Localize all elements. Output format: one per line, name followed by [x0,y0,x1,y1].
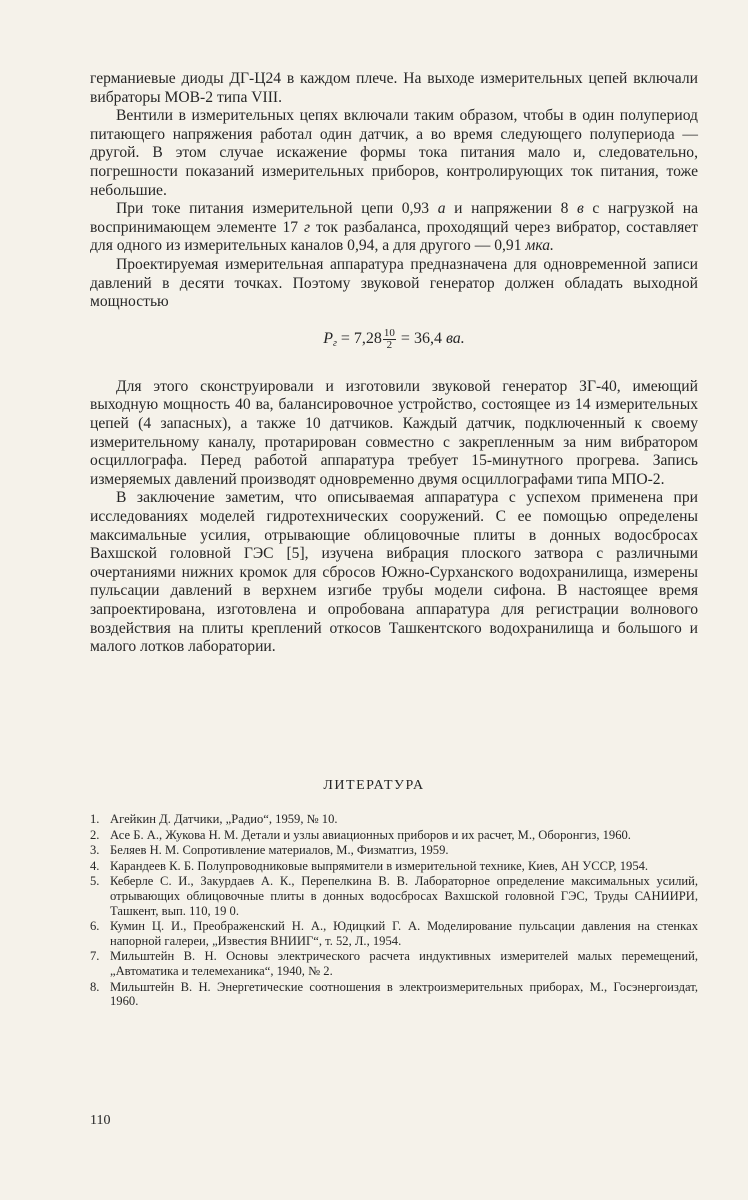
paragraph-4: Проектируемая измерительная аппаратура предназначена для одновременной записи давлений в десяти точках. Поэтому звуковой генератор должен обладать выходной мощностью [90,255,698,311]
reference-number: 2. [90,827,100,842]
body-text [90,70,698,657]
formula-lhs: P [323,329,333,347]
reference-text: Агейкин Д. Датчики, „Радио“, 1959, № 10. [110,812,338,826]
paragraph-1: германиевые диоды ДГ-Ц24 в каждом плече. На выходе измерительных цепей включали вибраторы МОВ-2 типа VIII. [90,70,698,106]
reference-text: Кеберле С. И., Закурдаев А. К., Перепелкина В. В. Лабораторное определение максимальных усилий, отрывающих облицовочные плиты в донных водосбросах Вахшской головной ГЭС, Труды САНИИРИ, Ташкент, вып. 110, 19 0. [110,874,698,918]
unit-volt: в [577,200,584,218]
reference-item [90,843,698,858]
reference-text: Карандеев К. Б. Полупроводниковые выпрямители в измерительной технике, Киев, АН УССР, 1954. [110,858,649,873]
paragraph-3-text-a: При токе питания измерительной цепи 0,93 [116,200,438,218]
fraction-numerator: 10 [383,326,395,339]
unit-ampere: а [437,200,446,218]
fraction-denominator: 2 [386,338,393,351]
reference-number: 4. [90,858,100,873]
reference-item [90,859,698,874]
reference-text: Кумин Ц. И., Преображенский Н. А., Юдицкий Г. А. Моделирование пульсации давления на стенках напорной галереи, „Известия ВНИИГ“, т. 52, Л., 1954. [110,919,698,948]
reference-item [90,828,698,843]
paragraph-6: В заключение заметим, что описываемая аппаратура с успехом применена при исследованиях моделей гидротехнических сооружений. С ее помощью определены максимальные усилия, отрывающие облицовочные плиты в донных водосбросах Вахшской головной ГЭС [5], изучена вибрация плоского затвора с различными очертаниями нижних кромок для сбросов Южно-Сурханского водохранилища, измерены пульсации давлений в верхнем изгибе трубы модели сифона. В настоящее время запроектирована, изготовлена и опробована аппаратура для регистрации волнового воздействия на плиты креплений откосов Ташкентского водохранилища и большого и малого лотков лаборатории. [90,489,698,656]
reference-item [90,949,698,978]
reference-number: 8. [90,979,100,994]
reference-item [90,919,698,948]
paragraph-2: Вентили в измерительных цепях включали таким образом, чтобы в один полупериод питающего напряжения работал один датчик, а во время следующего полупериода — другой. В этом случае искажение формы тока питания мало и, следовательно, погрешности показаний измерительных приборов, контролирующих ток питания, тоже небольшие. [90,107,698,199]
paragraph-3-text-b: и напряжении 8 [445,200,578,218]
reference-number: 5. [90,874,100,889]
reference-item [90,812,698,827]
reference-number: 3. [90,843,100,858]
reference-number: 1. [90,812,100,826]
reference-text: Асе Б. А., Жукова Н. М. Детали и узлы авиационных приборов и их расчет, М., Оборонгиз, 1960. [110,827,631,842]
reference-text: Мильштейн В. Н. Энергетические соотношения в электроизмерительных приборах, М., Госэнергоиздат, 1960. [110,979,698,1009]
reference-number: 7. [90,949,100,964]
power-formula [90,328,698,354]
formula-rhs: = 36,4 [396,329,446,347]
paragraph-3 [90,200,698,256]
paragraph-5: Для этого сконструировали и изготовили звуковой генератор ЗГ-40, имеющий выходную мощность 40 ва, балансировочное устройство, состоящее из 14 измерительных цепей (4 запасных), а также 10 датчиков. Каждый датчик, подключенный к своему измерительному каналу, протарирован совместно с закрепленным за ним вибратором осциллографа. Перед работой аппаратура требует 15-минутного прогрева. Запись измеряемых давлений производят одновременно двумя осциллографами типа МПО-2. [90,377,698,488]
formula-fraction [383,328,396,351]
reference-text: Беляев Н. М. Сопротивление материалов, М., Физматгиз, 1959. [110,843,449,858]
reference-text: Мильштейн В. Н. Основы электрического расчета индуктивных измерителей малых перемещений, „Автоматика и телемеханика“, 1940, № 2. [110,949,698,978]
page-number: 110 [90,1113,111,1128]
formula-mid: = 7,28 [336,329,382,347]
paragraph-3-text-c: с нагрузкой на воспринимающем элементе 17 [90,200,698,236]
unit-microampere: мка. [525,237,554,255]
reference-list [90,812,698,1010]
reference-number: 6. [90,919,100,934]
literature-heading: ЛИТЕРАТУРА [323,778,425,793]
paragraph-3-text-d: ток разбаланса, проходящий через вибратор, составляет для одного из измерительных каналов 0,94, а для другого — 0,91 [90,218,698,255]
reference-item [90,874,698,918]
formula-subscript: г [332,337,337,349]
formula-unit: ва. [445,329,465,347]
reference-item [90,980,698,1009]
unit-gram: г [303,218,311,236]
